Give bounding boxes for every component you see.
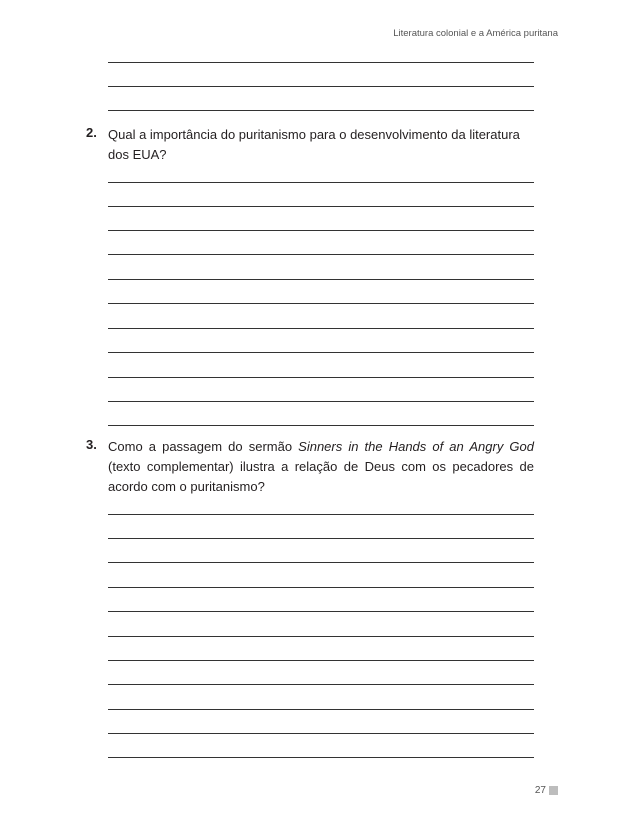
answer-line [108, 757, 534, 758]
answer-line [108, 425, 534, 426]
question-2-number: 2. [86, 125, 97, 140]
answer-line [108, 62, 534, 63]
answer-line [108, 182, 534, 183]
answer-line [108, 377, 534, 378]
answer-line [108, 206, 534, 207]
question-3-number: 3. [86, 437, 97, 452]
page-marker-square [549, 786, 558, 795]
page-number: 27 [534, 785, 546, 796]
answer-line [108, 684, 534, 685]
answer-line [108, 279, 534, 280]
answer-line [108, 538, 534, 539]
answer-line [108, 254, 534, 255]
answer-line [108, 733, 534, 734]
answer-line [108, 352, 534, 353]
running-header: Literatura colonial e a América puritana [393, 28, 558, 39]
answer-line [108, 611, 534, 612]
answer-line [108, 562, 534, 563]
answer-line [108, 110, 534, 111]
answer-line [108, 709, 534, 710]
answer-line [108, 401, 534, 402]
answer-line [108, 86, 534, 87]
answer-line [108, 636, 534, 637]
question-2-text: Qual a importância do puritanismo para o desenvolvimento da literatura dos EUA? [108, 127, 520, 162]
question-3-text-after: (texto complementar) ilustra a relação de Deus com os pecadores de acordo com o puritanismo? [108, 459, 534, 494]
answer-line [108, 660, 534, 661]
question-3-text-before: Como a passagem do sermão [108, 439, 299, 454]
answer-line [108, 303, 534, 304]
answer-line [108, 328, 534, 329]
answer-line [108, 587, 534, 588]
answer-line [108, 514, 534, 515]
sermon-title: Sinners in the Hands of an Angry God [298, 439, 534, 454]
answer-line [108, 230, 534, 231]
question-3-text [108, 437, 534, 497]
